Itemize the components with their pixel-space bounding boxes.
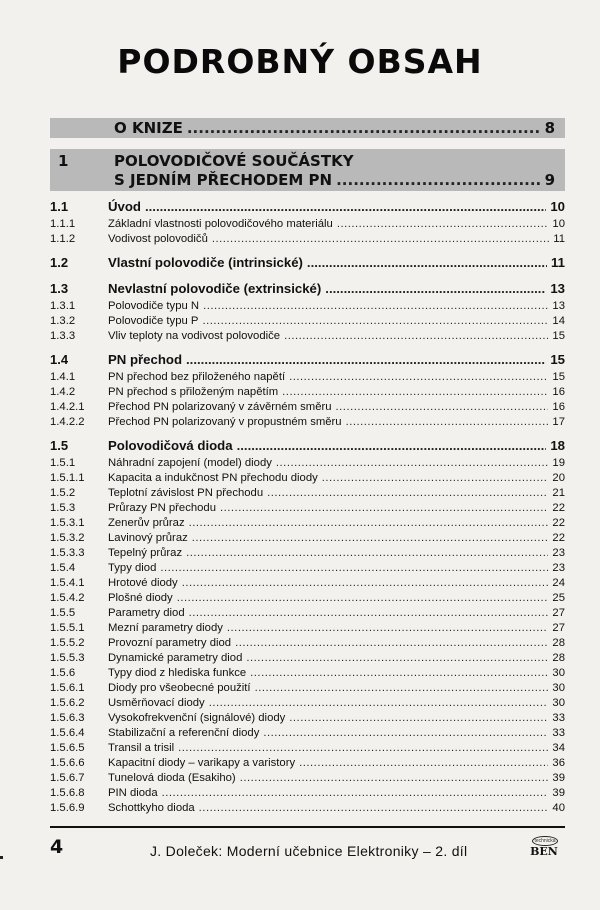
toc-number: 1.5.5.3	[50, 652, 85, 664]
toc-title: Stabilizační a referenční diody	[108, 727, 260, 739]
toc-subsection-row[interactable]	[50, 757, 565, 772]
dot-leader	[289, 371, 548, 383]
toc-subsection-row[interactable]	[50, 742, 565, 757]
toc-title: Nevlastní polovodiče (extrinsické)	[108, 281, 322, 296]
toc-page: 33	[552, 727, 565, 739]
toc-subsection-row[interactable]	[50, 652, 565, 667]
logo-oval: technická	[532, 836, 558, 846]
toc-page: 10	[550, 199, 565, 214]
toc-page: 22	[552, 517, 565, 529]
toc-number: 1.5.5	[50, 607, 76, 619]
publisher-logo	[524, 836, 564, 858]
toc-number: 1.5.6.2	[50, 697, 85, 709]
margin-mark	[0, 856, 3, 859]
chapter-title-line2: S JEDNÍM PŘECHODEM PN	[114, 171, 333, 189]
toc-number: 1.5.6.9	[50, 802, 85, 814]
dot-leader	[263, 727, 548, 739]
toc-page: 34	[552, 742, 565, 754]
toc-subsection-row[interactable]	[50, 330, 565, 345]
toc-page: 33	[552, 712, 565, 724]
toc-subsection-row[interactable]	[50, 772, 565, 787]
chapter-page: 9	[544, 171, 555, 189]
toc-number: 1.5.5.2	[50, 637, 85, 649]
toc-page: 25	[552, 592, 565, 604]
toc-title: Úvod	[108, 199, 141, 214]
toc-page: 30	[552, 697, 565, 709]
toc-page: 28	[552, 637, 565, 649]
dot-leader	[255, 682, 549, 694]
toc-subsection-row[interactable]	[50, 532, 565, 547]
toc-title: Průrazy PN přechodu	[108, 502, 216, 514]
toc-title: Parametry diod	[108, 607, 185, 619]
toc-number: 1.5.4.2	[50, 592, 85, 604]
toc-title: Plošné diody	[108, 592, 173, 604]
toc-title: Vodivost polovodičů	[108, 233, 208, 245]
toc-subsection-row[interactable]	[50, 300, 565, 315]
toc-section-row[interactable]	[50, 281, 565, 300]
toc-page: 39	[552, 787, 565, 799]
toc-title: PN přechod bez přiloženého napětí	[108, 371, 286, 383]
toc-number: 1.5.6.7	[50, 772, 85, 784]
toc-number: 1.5.3.1	[50, 517, 85, 529]
logo-text: BEN	[530, 845, 558, 858]
dot-leader	[177, 592, 549, 604]
toc-subsection-row[interactable]	[50, 371, 565, 386]
toc-page: 15	[552, 371, 565, 383]
toc-page: 22	[552, 502, 565, 514]
toc-subsection-row[interactable]	[50, 457, 565, 472]
toc-title: Usměrňovací diody	[108, 697, 205, 709]
toc-page: 24	[552, 577, 565, 589]
toc-page: 27	[552, 607, 565, 619]
toc-page: 18	[550, 438, 565, 453]
dot-leader	[220, 502, 548, 514]
toc-page: 15	[552, 330, 565, 342]
dot-leader	[199, 802, 549, 814]
toc-number: 1.5.3	[50, 502, 76, 514]
dot-leader	[336, 171, 540, 189]
toc-number: 1.5	[50, 438, 69, 453]
toc-subsection-row[interactable]	[50, 802, 565, 817]
toc-number: 1.5.6.6	[50, 757, 85, 769]
dot-leader	[282, 386, 548, 398]
dot-leader	[235, 637, 548, 649]
toc-subsection-row[interactable]	[50, 218, 565, 233]
toc-subsection-row[interactable]	[50, 472, 565, 487]
toc-page: 15	[550, 352, 565, 367]
toc-number: 1.5.1.1	[50, 472, 85, 484]
toc-section-row[interactable]	[50, 438, 565, 457]
toc-subsection-row[interactable]	[50, 416, 565, 431]
toc-number: 1.5.6.8	[50, 787, 85, 799]
toc-title: Provozní parametry diod	[108, 637, 232, 649]
toc-subsection-row[interactable]	[50, 401, 565, 416]
dot-leader	[186, 547, 548, 559]
toc-number: 1.5.4	[50, 562, 76, 574]
toc-list	[50, 199, 565, 817]
toc-number: 1.5.2	[50, 487, 76, 499]
toc-section-row[interactable]	[50, 199, 565, 218]
toc-title: Přechod PN polarizovaný v propustném směru	[108, 416, 342, 428]
dot-leader	[246, 652, 548, 664]
toc-section-row[interactable]	[50, 255, 565, 274]
toc-number: 1.5.6.5	[50, 742, 85, 754]
toc-title: PN přechod	[108, 352, 183, 367]
toc-number: 1.1.2	[50, 233, 76, 245]
toc-title: Lavinový průraz	[108, 532, 188, 544]
toc-page: 23	[552, 547, 565, 559]
toc-subsection-row[interactable]	[50, 547, 565, 562]
toc-page: 23	[552, 562, 565, 574]
toc-section-row[interactable]	[50, 352, 565, 371]
toc-title: Typy diod	[108, 562, 157, 574]
toc-number: 1.4.1	[50, 371, 76, 383]
toc-title: Kapacita a indukčnost PN přechodu diody	[108, 472, 318, 484]
toc-subsection-row[interactable]	[50, 637, 565, 652]
toc-page: 40	[552, 802, 565, 814]
toc-title: PIN dioda	[108, 787, 158, 799]
toc-subsection-row[interactable]	[50, 712, 565, 727]
dot-leader	[325, 281, 546, 296]
toc-title: Náhradní zapojení (model) diody	[108, 457, 272, 469]
toc-title: Vliv teploty na vodivost polovodiče	[108, 330, 281, 342]
toc-number: 1.4	[50, 352, 69, 367]
dot-leader	[284, 330, 548, 342]
dot-leader	[299, 757, 548, 769]
toc-number: 1.2	[50, 255, 69, 270]
toc-title: Tepelný průraz	[108, 547, 183, 559]
toc-page: 36	[552, 757, 565, 769]
toc-page: 16	[552, 401, 565, 413]
toc-subsection-row[interactable]	[50, 682, 565, 697]
toc-title: Mezní parametry diody	[108, 622, 223, 634]
toc-page: 22	[552, 532, 565, 544]
toc-page: 28	[552, 652, 565, 664]
dot-leader	[346, 416, 549, 428]
toc-page: 20	[552, 472, 565, 484]
toc-page: 19	[552, 457, 565, 469]
toc-page: 16	[552, 386, 565, 398]
toc-number: 1.4.2.1	[50, 401, 85, 413]
toc-title: Polovodiče typu P	[108, 315, 199, 327]
dot-leader	[267, 487, 548, 499]
toc-title: Vlastní polovodiče (intrinsické)	[108, 255, 303, 270]
toc-number: 1.3.3	[50, 330, 76, 342]
toc-subsection-row[interactable]	[50, 386, 565, 401]
toc-subsection-row[interactable]	[50, 667, 565, 682]
dot-leader	[237, 438, 547, 453]
dot-leader	[307, 255, 547, 270]
toc-page: 10	[552, 218, 565, 230]
chapter-title-line1: POLOVODIČOVÉ SOUČÁSTKY	[114, 152, 354, 170]
dot-leader	[336, 401, 549, 413]
toc-subsection-row[interactable]	[50, 727, 565, 742]
toc-page: 13	[550, 281, 565, 296]
toc-title: Přechod PN polarizovaný v závěrném směru	[108, 401, 332, 413]
toc-page: 30	[552, 667, 565, 679]
toc-number: 1.5.6.4	[50, 727, 85, 739]
toc-page: 27	[552, 622, 565, 634]
toc-title: Polovodiče typu N	[108, 300, 200, 312]
toc-number: 1.5.6.3	[50, 712, 85, 724]
toc-title: Základní vlastnosti polovodičového materiálu	[108, 218, 333, 230]
toc-title: Vysokofrekvenční (signálové) diody	[108, 712, 286, 724]
dot-leader	[322, 472, 549, 484]
toc-number: 1.5.3.2	[50, 532, 85, 544]
dot-leader	[203, 300, 548, 312]
dot-leader	[212, 233, 549, 245]
dot-leader	[162, 787, 549, 799]
toc-number: 1.5.6.1	[50, 682, 85, 694]
toc-page: 11	[553, 233, 565, 245]
toc-number: 1.4.2.2	[50, 416, 85, 428]
dot-leader	[186, 352, 546, 367]
toc-subsection-row[interactable]	[50, 315, 565, 330]
toc-subsection-row[interactable]	[50, 502, 565, 517]
toc-subsection-row[interactable]	[50, 577, 565, 592]
toc-subsection-row[interactable]	[50, 787, 565, 802]
toc-number: 1.1	[50, 199, 69, 214]
toc-page: 17	[552, 416, 565, 428]
footer-page-number: 4	[50, 836, 64, 858]
toc-page: 21	[552, 487, 565, 499]
chapter-title: O KNIZE	[114, 119, 183, 137]
toc-subsection-row[interactable]	[50, 592, 565, 607]
toc-number: 1.4.2	[50, 386, 76, 398]
dot-leader	[202, 315, 548, 327]
toc-page: 13	[552, 300, 565, 312]
toc-number: 1.3.2	[50, 315, 76, 327]
toc-page: 14	[552, 315, 565, 327]
toc-number: 1.3.1	[50, 300, 76, 312]
dot-leader	[250, 667, 548, 679]
toc-subsection-row[interactable]	[50, 622, 565, 637]
toc-page: 30	[552, 682, 565, 694]
dot-leader	[160, 562, 548, 574]
dot-leader	[189, 607, 549, 619]
toc-title: Typy diod z hlediska funkce	[108, 667, 247, 679]
toc-title: Polovodičová dioda	[108, 438, 233, 453]
chapter-row-o-knize[interactable]	[50, 118, 565, 138]
dot-leader	[189, 517, 549, 529]
toc-subsection-row[interactable]	[50, 487, 565, 502]
toc-title: Transil a trisil	[108, 742, 175, 754]
toc-title: Dynamické parametry diod	[108, 652, 243, 664]
chapter-page: 8	[544, 119, 555, 137]
toc-title: Schottkyho dioda	[108, 802, 195, 814]
toc-subsection-row[interactable]	[50, 517, 565, 532]
dot-leader	[192, 532, 549, 544]
toc-subsection-row[interactable]	[50, 697, 565, 712]
toc-number: 1.5.5.1	[50, 622, 85, 634]
dot-leader	[209, 697, 549, 709]
toc-subsection-row[interactable]	[50, 233, 565, 248]
toc-page: 11	[551, 255, 565, 270]
dot-leader	[145, 199, 546, 214]
dot-leader	[182, 577, 549, 589]
toc-title: Tunelová dioda (Esakiho)	[108, 772, 236, 784]
toc-number: 1.5.1	[50, 457, 76, 469]
toc-subsection-row[interactable]	[50, 607, 565, 622]
toc-number: 1.5.3.3	[50, 547, 85, 559]
toc-page: 39	[552, 772, 565, 784]
toc-number: 1.3	[50, 281, 69, 296]
dot-leader	[289, 712, 548, 724]
footer-divider	[50, 826, 565, 828]
footer-book-title: J. Doleček: Moderní učebnice Elektroniky – 2. díl	[150, 843, 468, 859]
toc-title: Zenerův průraz	[108, 517, 185, 529]
dot-leader	[240, 772, 549, 784]
dot-leader	[227, 622, 549, 634]
chapter-row-1[interactable]	[50, 149, 565, 191]
toc-number: 1.5.4.1	[50, 577, 85, 589]
chapter-number: 1	[58, 152, 69, 170]
dot-leader	[178, 742, 548, 754]
toc-title: Hrotové diody	[108, 577, 178, 589]
toc-title: Kapacitní diody – varikapy a varistory	[108, 757, 296, 769]
dot-leader	[187, 119, 541, 137]
toc-number: 1.5.6	[50, 667, 76, 679]
toc-subsection-row[interactable]	[50, 562, 565, 577]
page-title: PODROBNÝ OBSAH	[117, 42, 483, 81]
toc-title: PN přechod s přiloženým napětím	[108, 386, 279, 398]
toc-title: Teplotní závislost PN přechodu	[108, 487, 264, 499]
dot-leader	[337, 218, 549, 230]
dot-leader	[276, 457, 549, 469]
toc-number: 1.1.1	[50, 218, 76, 230]
toc-title: Diody pro všeobecné použití	[108, 682, 251, 694]
